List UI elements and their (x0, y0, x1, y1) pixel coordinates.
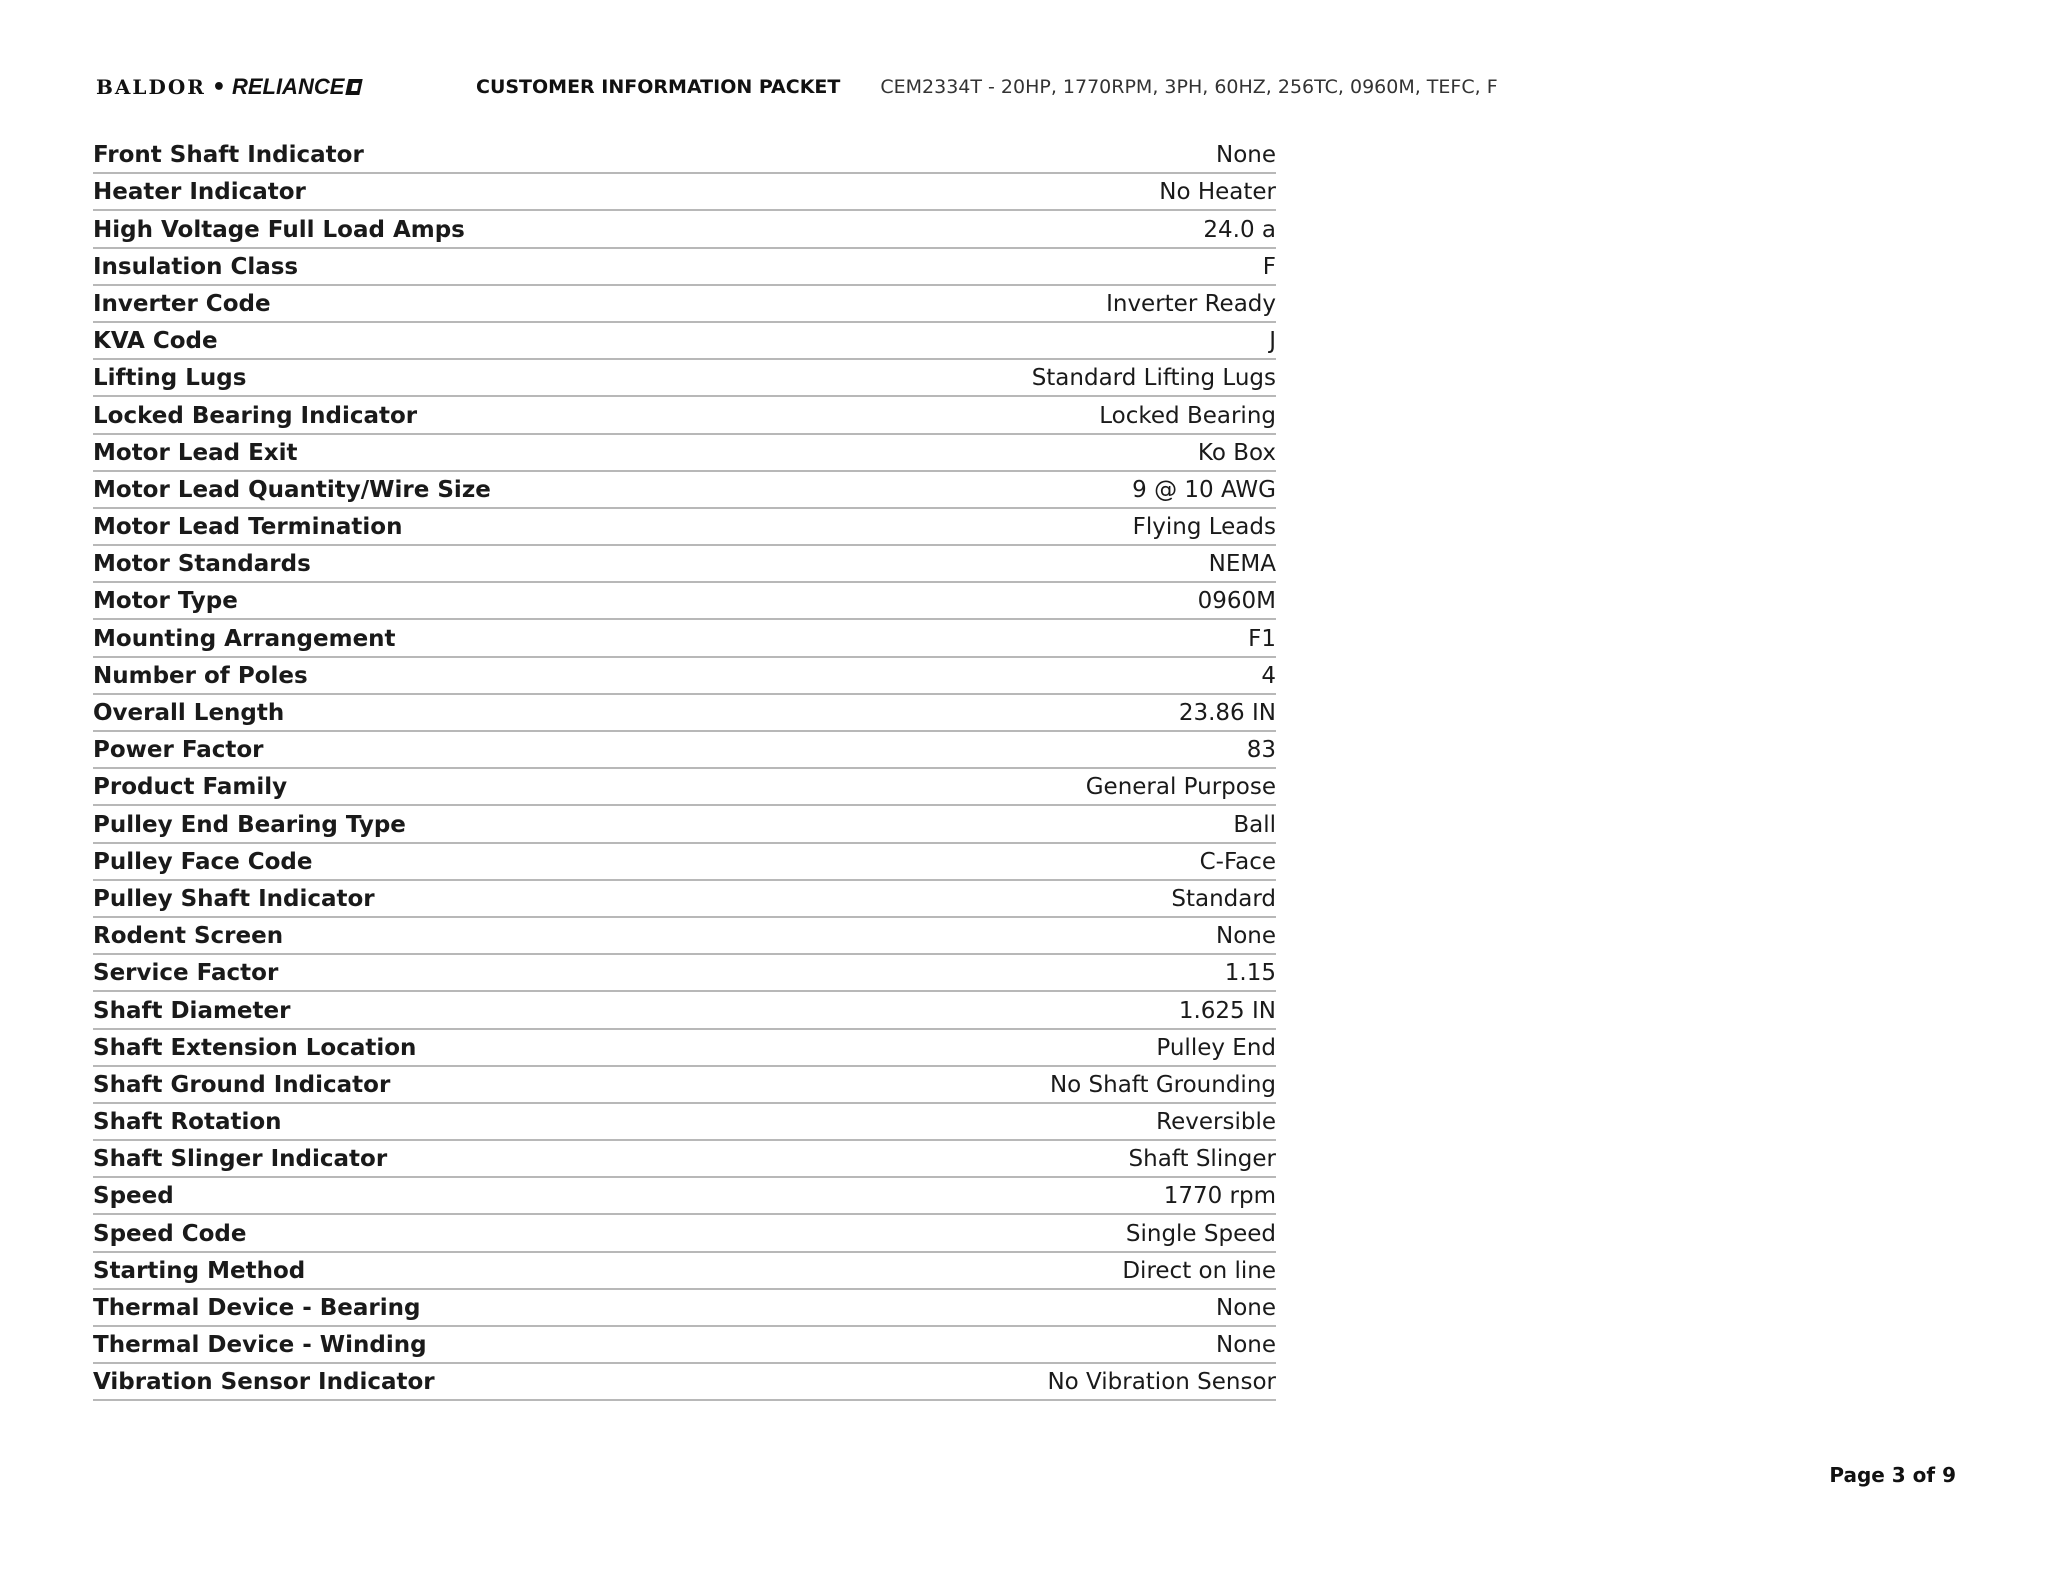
table-row (93, 1327, 1276, 1364)
spec-label: Motor Lead Termination (93, 514, 403, 541)
spec-value: None (1215, 1332, 1276, 1359)
spec-label: Insulation Class (93, 253, 299, 280)
table-row (93, 1290, 1276, 1327)
spec-value: 4 (1261, 662, 1276, 689)
baldor-reliance-logo (96, 74, 436, 100)
table-row (93, 992, 1276, 1029)
table-row (93, 620, 1276, 657)
table-row (93, 806, 1276, 843)
table-row (93, 509, 1276, 546)
table-row (93, 360, 1276, 397)
spec-value: C-Face (1199, 848, 1276, 875)
spec-label: Motor Lead Exit (93, 439, 298, 466)
spec-label: KVA Code (93, 328, 218, 355)
spec-label: Number of Poles (93, 662, 308, 689)
spec-value: Standard (1171, 885, 1276, 912)
spec-label: Shaft Diameter (93, 997, 291, 1024)
spec-value: Pulley End (1156, 1034, 1276, 1061)
spec-label: Speed Code (93, 1220, 247, 1247)
table-row (93, 211, 1276, 248)
spec-value: None (1215, 923, 1276, 950)
spec-label: Shaft Ground Indicator (93, 1071, 391, 1098)
spec-label: Starting Method (93, 1257, 306, 1284)
table-row (93, 472, 1276, 509)
model-description: CEM2334T - 20HP, 1770RPM, 3PH, 60HZ, 256TC, 0960M, TEFC, F (880, 76, 1498, 98)
spec-value: F1 (1248, 625, 1276, 652)
spec-label: Lifting Lugs (93, 365, 247, 392)
table-row (93, 249, 1276, 286)
spec-value: 9 @ 10 AWG (1132, 476, 1276, 503)
spec-value: 23.86 IN (1178, 700, 1276, 726)
table-row (93, 323, 1276, 360)
table-row (93, 1067, 1276, 1104)
table-row (93, 918, 1276, 955)
spec-label: Mounting Arrangement (93, 625, 396, 652)
spec-label: High Voltage Full Load Amps (93, 216, 465, 243)
spec-value: Reversible (1156, 1109, 1276, 1136)
spec-label: Front Shaft Indicator (93, 142, 364, 169)
spec-value: No Vibration Sensor (1047, 1369, 1276, 1396)
table-row (93, 546, 1276, 583)
spec-label: Shaft Slinger Indicator (93, 1146, 388, 1173)
spec-value: F (1262, 253, 1276, 280)
document-title: CUSTOMER INFORMATION PACKET (476, 76, 841, 98)
spec-value: NEMA (1208, 551, 1276, 578)
reliance-mark-icon (346, 79, 363, 95)
spec-value: Direct on line (1122, 1257, 1276, 1284)
spec-value: Ball (1233, 811, 1276, 838)
spec-label: Thermal Device - Winding (93, 1332, 427, 1359)
table-row (93, 397, 1276, 434)
spec-value: Single Speed (1125, 1220, 1276, 1247)
logo-baldor-text: BALDOR (96, 75, 206, 99)
spec-label: Service Factor (93, 960, 279, 987)
spec-value: No Heater (1159, 179, 1276, 206)
spec-label: Locked Bearing Indicator (93, 402, 418, 429)
table-row (93, 137, 1276, 174)
spec-value: None (1215, 142, 1276, 169)
spec-label: Vibration Sensor Indicator (93, 1369, 435, 1396)
table-row (93, 1364, 1276, 1401)
logo-separator: • (211, 74, 226, 100)
page-number: Page 3 of 9 (1829, 1463, 1956, 1487)
spec-value: None (1215, 1295, 1276, 1321)
table-row (93, 1104, 1276, 1141)
logo-reliance-text: RELIANCE (231, 74, 345, 99)
page-header (96, 70, 1498, 104)
table-row (93, 1030, 1276, 1067)
table-row (93, 1215, 1276, 1252)
spec-label: Speed (93, 1183, 174, 1210)
table-row (93, 286, 1276, 323)
spec-label: Heater Indicator (93, 179, 306, 206)
spec-value: General Purpose (1085, 774, 1276, 801)
spec-value: Locked Bearing (1099, 402, 1276, 429)
spec-value: Ko Box (1197, 439, 1276, 466)
spec-label: Pulley End Bearing Type (93, 811, 406, 838)
spec-table (93, 137, 1276, 1401)
table-row (93, 1178, 1276, 1215)
table-row (93, 1253, 1276, 1290)
table-row (93, 769, 1276, 806)
table-row (93, 658, 1276, 695)
table-row (93, 435, 1276, 472)
spec-label: Shaft Rotation (93, 1109, 282, 1136)
table-row (93, 583, 1276, 620)
spec-value: Shaft Slinger (1128, 1146, 1276, 1173)
table-row (93, 1141, 1276, 1178)
spec-label: Motor Type (93, 588, 238, 615)
spec-label: Product Family (93, 774, 288, 801)
spec-label: Inverter Code (93, 290, 271, 317)
spec-label: Pulley Shaft Indicator (93, 885, 375, 912)
table-row (93, 732, 1276, 769)
table-row (93, 695, 1276, 732)
spec-value: 83 (1246, 737, 1276, 764)
spec-value: 1770 rpm (1163, 1183, 1276, 1210)
spec-value: J (1269, 328, 1276, 355)
spec-label: Thermal Device - Bearing (93, 1295, 421, 1321)
spec-value: 24.0 a (1203, 216, 1276, 243)
spec-value: 1.625 IN (1178, 997, 1276, 1024)
spec-label: Pulley Face Code (93, 848, 313, 875)
spec-value: 1.15 (1224, 960, 1276, 987)
spec-label: Shaft Extension Location (93, 1034, 417, 1061)
spec-label: Motor Lead Quantity/Wire Size (93, 476, 491, 503)
table-row (93, 174, 1276, 211)
spec-label: Overall Length (93, 700, 285, 726)
spec-label: Motor Standards (93, 551, 311, 578)
table-row (93, 844, 1276, 881)
spec-value: Standard Lifting Lugs (1031, 365, 1276, 392)
table-row (93, 881, 1276, 918)
spec-value: Inverter Ready (1106, 290, 1276, 317)
spec-label: Rodent Screen (93, 923, 284, 950)
spec-value: Flying Leads (1132, 514, 1276, 541)
spec-label: Power Factor (93, 737, 264, 764)
spec-value: 0960M (1197, 588, 1276, 615)
spec-value: No Shaft Grounding (1049, 1071, 1276, 1098)
table-row (93, 955, 1276, 992)
